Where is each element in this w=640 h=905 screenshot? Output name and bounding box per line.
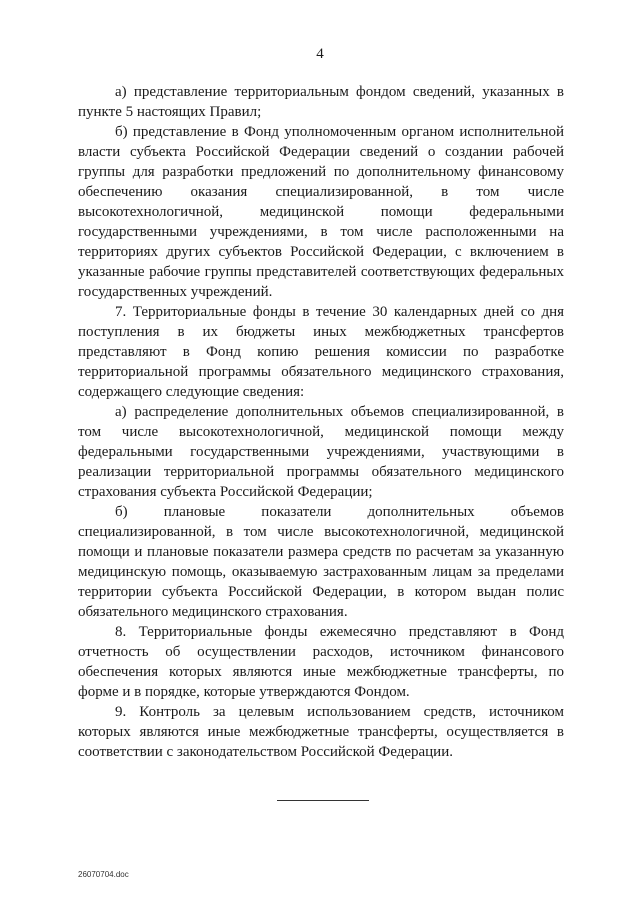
footer-file-name: 26070704.doc <box>78 870 129 879</box>
paragraph-9: 9. Контроль за целевым использованием средств, источником которых являются иные межбюджетные трансферты, осуществляется в соответствии с законодательством Российской Федерации. <box>78 704 564 760</box>
document-body <box>78 82 564 762</box>
paragraph-7b: б) плановые показатели дополнительных объемов специализированной, в том числе высокотехнологичной, медицинской помощи и плановые показатели размера средств по расчетам за указанную медицинскую помощь, оказываемую застрахованным лицам за пределами территории субъекта Российской Федерации, в котором выдан полис обязательного медицинского страхования. <box>78 504 564 620</box>
page-number: 4 <box>316 46 324 62</box>
paragraph-7a: а) распределение дополнительных объемов специализированной, в том числе высокотехнологичной, медицинской помощи между федеральными государственными учреждениями, участвующими в реализации территориальной программы обязательного медицинского страхования субъекта Российской Федерации; <box>78 404 564 500</box>
paragraph-a-first: а) представление территориальным фондом сведений, указанных в пункте 5 настоящих Правил; <box>78 84 564 120</box>
paragraph-7: 7. Территориальные фонды в течение 30 календарных дней со дня поступления в их бюджеты иных межбюджетных трансфертов представляют в Фонд копию решения комиссии по разработке территориальной программы обязательного медицинского страхования, содержащего следующие сведения: <box>78 304 564 400</box>
paragraph-8: 8. Территориальные фонды ежемесячно представляют в Фонд отчетность об осуществлении расходов, источником финансового обеспечения которых являются иные межбюджетные трансферты, по форме и в порядке, которые утверждаются Фондом. <box>78 624 564 700</box>
end-separator-line <box>277 800 369 801</box>
paragraph-b-first: б) представление в Фонд уполномоченным органом исполнительной власти субъекта Российской Федерации сведений о создании рабочей группы для разработки предложений по дополнительному финансовому обеспечению оказания специализированной, в том числе высокотехнологичной, медицинской помощи федеральными государственными учреждениями, в том числе расположенными на территориях других субъектов Российской Федерации, с включением в указанные рабочие группы представителей соответствующих федеральных государственных учреждений. <box>78 124 564 300</box>
